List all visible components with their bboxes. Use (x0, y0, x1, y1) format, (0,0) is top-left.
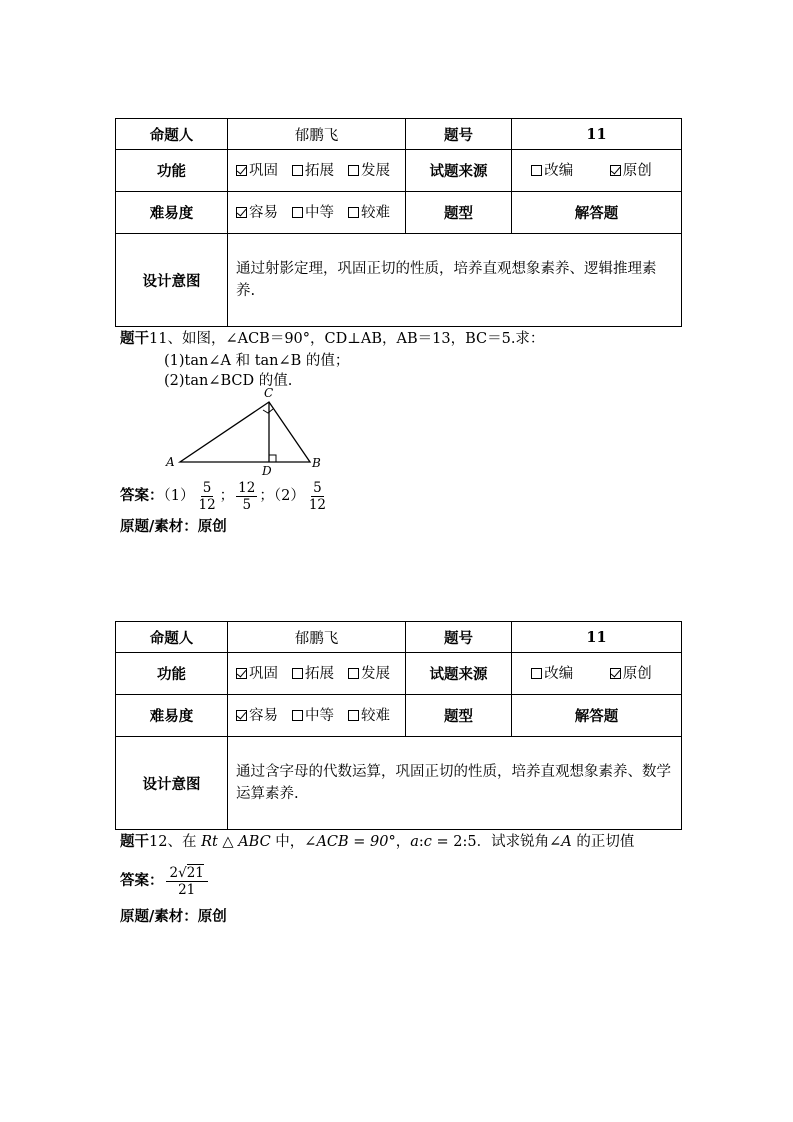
difficulty-option-easy[interactable]: 容易 (236, 203, 278, 223)
function-option-extend[interactable]: 拓展 (292, 664, 334, 684)
question-11-answer: 答案：（1） $\frac{5}{12}$ ； $\frac{12}{5}$ ；（2） $\frac{5}{12}$ (120, 479, 327, 513)
difficulty-options (228, 695, 406, 737)
answer-part-2-marker: ；（2） (259, 488, 305, 504)
function-option-develop[interactable]: 发展 (348, 161, 390, 181)
question-12-origin: 原题/素材：原创 (120, 908, 227, 925)
function-option-extend[interactable]: 拓展 (292, 161, 334, 181)
function-option-consolidate[interactable]: 巩固 (236, 664, 278, 684)
source-option-original[interactable]: 原创 (610, 161, 652, 181)
unchecked-box-icon (292, 207, 303, 218)
function-options (228, 150, 406, 192)
checked-box-icon (610, 668, 621, 679)
type-label: 题型 (406, 695, 512, 737)
type-label: 题型 (406, 192, 512, 234)
type-value: 解答题 (512, 192, 682, 234)
difficulty-label: 难易度 (116, 695, 228, 737)
source-option-adapted[interactable]: 改编 (531, 161, 573, 181)
number-label: 题号 (406, 119, 512, 150)
unchecked-box-icon (292, 165, 303, 176)
difficulty-options (228, 192, 406, 234)
triangle-abc (180, 402, 310, 462)
design-label: 设计意图 (116, 234, 228, 327)
unchecked-box-icon (292, 710, 303, 721)
stem-label: 题干 (120, 330, 149, 347)
function-label: 功能 (116, 653, 228, 695)
sub-question-1: (1)tan∠A 和 tan∠B 的值； (164, 353, 350, 369)
difficulty-option-hard[interactable]: 较难 (348, 706, 390, 726)
fraction-tan-bcd: $\frac{5}{12}$ (308, 479, 327, 513)
right-angle-mark-c (263, 409, 273, 413)
source-options (512, 150, 682, 192)
question-12-answer (120, 863, 210, 899)
question-11-stem (120, 329, 544, 349)
fraction-answer: $\frac{2√21}{21}$ (166, 865, 208, 898)
label-b: B (312, 456, 321, 470)
function-options (228, 653, 406, 695)
design-intent-text: 通过含字母的代数运算，巩固正切的性质，培养直观想象素养、数学运算素养. (228, 737, 682, 830)
answer-part-1-marker: （1） (163, 488, 195, 504)
design-label: 设计意图 (116, 737, 228, 830)
author-value: 郁鹏飞 (228, 622, 406, 653)
source-option-adapted[interactable]: 改编 (531, 664, 573, 684)
checked-box-icon (236, 710, 247, 721)
difficulty-option-medium[interactable]: 中等 (292, 203, 334, 223)
question-11-origin: 原题/素材：原创 (120, 518, 227, 535)
sqrt-icon: √ (178, 864, 187, 881)
number-label: 题号 (406, 622, 512, 653)
function-option-develop[interactable]: 发展 (348, 664, 390, 684)
fraction-tan-b: $\frac{12}{5}$ (238, 479, 256, 513)
stem-text: 11、如图，∠ACB＝90°，CD⊥AB，AB＝13，BC＝5.求： (149, 331, 545, 347)
checked-box-icon (610, 165, 621, 176)
question-11-info-table (115, 118, 682, 327)
fraction-tan-a: $\frac{5}{12}$ (198, 479, 216, 513)
author-value: 郁鹏飞 (228, 119, 406, 150)
answer-label: 答案： (120, 487, 164, 504)
unchecked-box-icon (292, 668, 303, 679)
function-option-consolidate[interactable]: 巩固 (236, 161, 278, 181)
stem-label: 题干 (120, 833, 149, 850)
checked-box-icon (236, 165, 247, 176)
unchecked-box-icon (531, 165, 542, 176)
design-intent-text: 通过射影定理，巩固正切的性质，培养直观想象素养、逻辑推理素养. (228, 234, 682, 327)
label-c: C (264, 386, 274, 400)
type-value: 解答题 (512, 695, 682, 737)
unchecked-box-icon (348, 207, 359, 218)
question-12-info-table (115, 621, 682, 830)
unchecked-box-icon (348, 668, 359, 679)
sub-question-2: (2)tan∠BCD 的值. (164, 373, 293, 389)
unchecked-box-icon (348, 165, 359, 176)
source-option-original[interactable]: 原创 (610, 664, 652, 684)
difficulty-option-easy[interactable]: 容易 (236, 706, 278, 726)
checked-box-icon (236, 668, 247, 679)
unchecked-box-icon (531, 668, 542, 679)
answer-label: 答案： (120, 872, 164, 889)
source-options (512, 653, 682, 695)
function-label: 功能 (116, 150, 228, 192)
author-label: 命题人 (116, 119, 228, 150)
difficulty-option-medium[interactable]: 中等 (292, 706, 334, 726)
source-label: 试题来源 (406, 150, 512, 192)
difficulty-option-hard[interactable]: 较难 (348, 203, 390, 223)
right-angle-mark-d (269, 455, 276, 462)
triangle-figure (160, 386, 330, 476)
label-a: A (166, 455, 175, 469)
label-d: D (262, 464, 272, 476)
unchecked-box-icon (348, 710, 359, 721)
source-label: 试题来源 (406, 653, 512, 695)
number-value: 11 (512, 622, 682, 653)
checked-box-icon (236, 207, 247, 218)
question-12-stem: 题干12、在 Rt △ ABC 中，∠ACB = 90°，a:c = 2:5．试求锐角∠A 的正切值 (120, 833, 635, 850)
number-value: 11 (512, 119, 682, 150)
difficulty-label: 难易度 (116, 192, 228, 234)
author-label: 命题人 (116, 622, 228, 653)
